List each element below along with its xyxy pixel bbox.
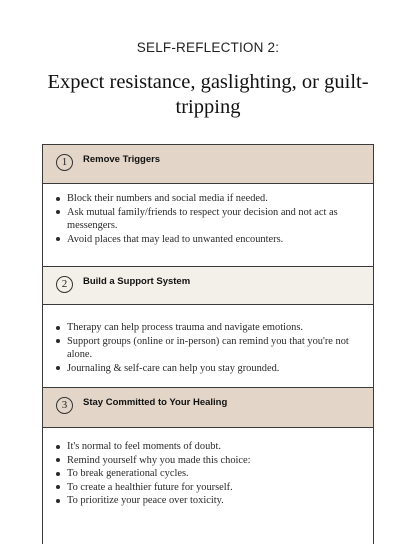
list-item: Support groups (online or in-person) can remind you that you're not alone. (55, 335, 361, 362)
bullet-list (55, 321, 361, 375)
step-number-badge: 1 (56, 154, 73, 171)
section-header-stay-committed (43, 388, 373, 428)
section-body-remove-triggers (43, 184, 373, 267)
step-number-badge: 2 (56, 276, 73, 293)
list-item: Avoid places that may lead to unwanted encounters. (55, 233, 361, 247)
section-title: Remove Triggers (83, 154, 161, 165)
section-header-support-system (43, 267, 373, 305)
list-item: Ask mutual family/friends to respect your decision and not act as messengers. (55, 206, 361, 233)
section-body-support-system (43, 305, 373, 388)
list-item: To create a healthier future for yourself. (55, 481, 361, 495)
section-title: Build a Support System (83, 276, 191, 287)
kicker-heading: SELF-REFLECTION 2: (136, 40, 280, 55)
list-item: Journaling & self-care can help you stay grounded. (55, 362, 361, 376)
list-item: Remind yourself why you made this choice: (55, 454, 361, 468)
list-item: To prioritize your peace over toxicity. (55, 494, 361, 508)
section-body-stay-committed (43, 428, 373, 543)
section-header-remove-triggers (43, 145, 373, 184)
list-item: To break generational cycles. (55, 467, 361, 481)
steps-table (42, 144, 374, 544)
page-title: Expect resistance, gaslighting, or guilt-tripping (47, 71, 369, 118)
step-number-badge: 3 (56, 397, 73, 414)
bullet-list (55, 440, 361, 508)
list-item: Block their numbers and social media if needed. (55, 192, 361, 206)
list-item: Therapy can help process trauma and navigate emotions. (55, 321, 361, 335)
bullet-list (55, 192, 361, 246)
section-title: Stay Committed to Your Healing (83, 397, 228, 408)
list-item: It's normal to feel moments of doubt. (55, 440, 361, 454)
